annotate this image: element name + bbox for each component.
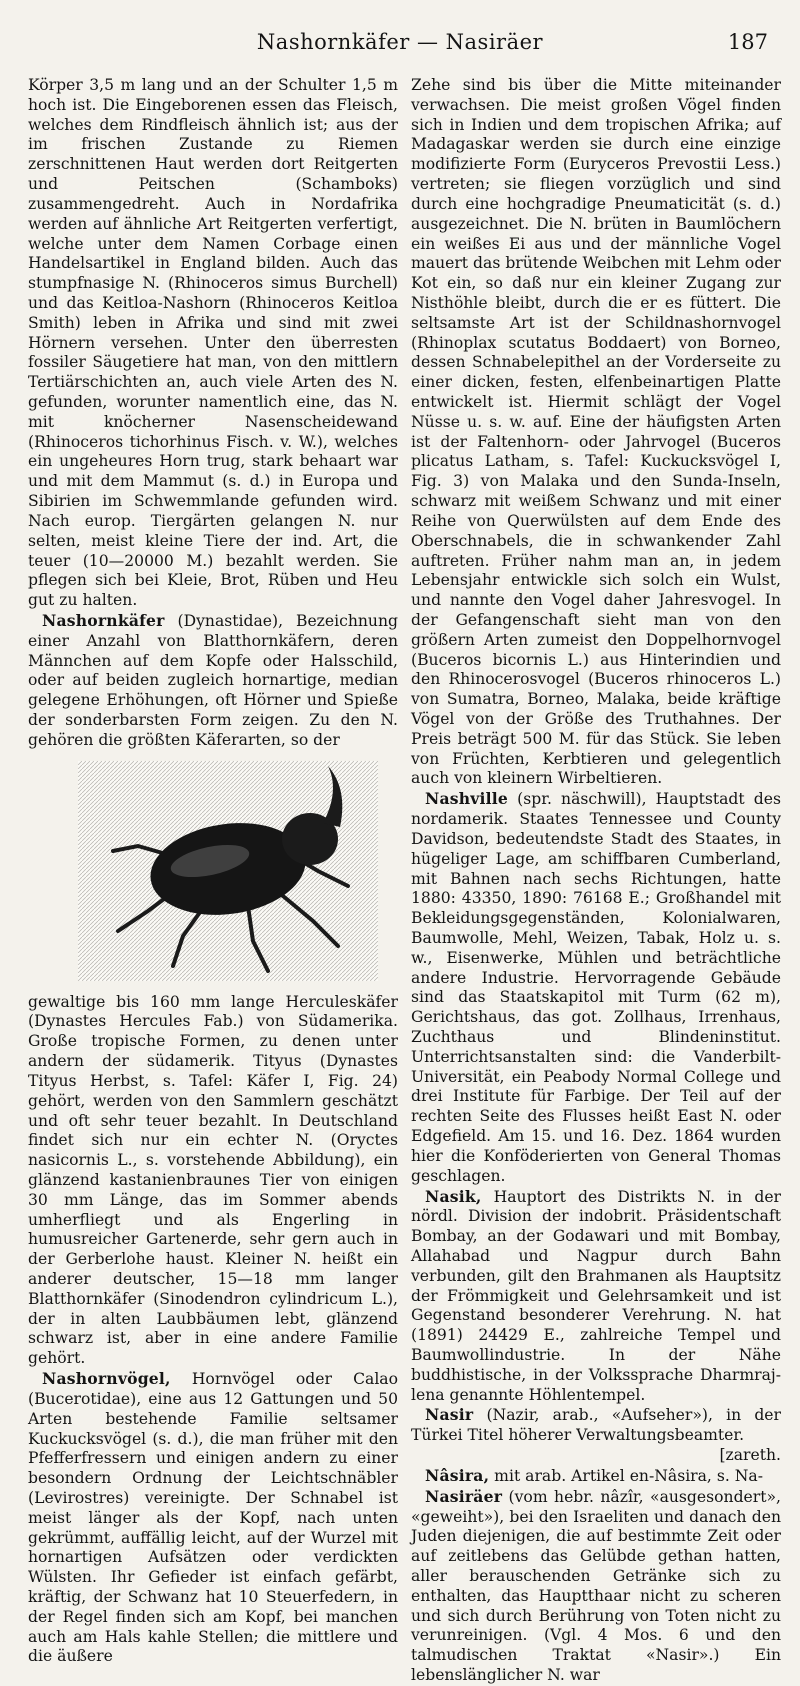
- running-title: Nashornkäfer — Nasiräer: [256, 30, 544, 54]
- entry-text: Hornvögel oder Calao (Bucerotidae), eine aus 12 Gattungen und 50 Arten bestehende Familie seltsamer Kuckucksvögel (s. d.), die man früher mit den Pfefferfressern und einigen andern zu einer besondern Ordnung der Leichtschnäbler (Levirostres) vereinigte. Der Schnabel ist meist länger als der Kopf, nach unten gekrümmt, auffällig leicht, auf der Wurzel mit hornartigen Aufsätzen oder verdickten Wülsten. Ihr Gefieder ist einfach gefärbt, kräftig, der Schwanz hat 10 Steuerfedern, in der Regel finden sich am Kopf, bei manchen auch am Hals kahle Stellen; die mittlere und die äußere: [28, 1370, 398, 1666]
- right-column: [411, 76, 781, 1686]
- headword: Nasiräer: [425, 1486, 503, 1506]
- headword: Nashornkäfer: [42, 610, 165, 630]
- headword: Nashville: [425, 789, 509, 809]
- entry-text: (Dynastidae), Bezeichnung einer Anzahl von Blatthornkäfern, deren Männchen auf dem Kopfe oder Halsschild, oder auf beiden zugleich hornartige, median gelegene Erhöhungen, oft Hörner und Spieße der sonderbarsten Form zeigen. Zu den N. gehören die größten Käferarten, so der: [28, 611, 398, 749]
- entry-nasiraeer: [411, 1487, 781, 1686]
- entry-nasik: [411, 1187, 781, 1406]
- headword: Nasik,: [425, 1186, 482, 1206]
- entry-text: (Nazir, arab., «Aufseher»), in der Türkei Titel höherer Verwaltungsbeamter.: [411, 1406, 781, 1445]
- nashorn-continuation: Körper 3,5 m lang und an der Schulter 1,5 m hoch ist. Die Eingeborenen essen das Fleisch, welches dem Rindfleisch ähnlich ist; aus der im frischen Zustande zu Riemen zerschnittenen Haut werden dort Reitgerten und Peitschen (Schamboks) zusammengedreht. Auch in Nordafrika werden auf ähnliche Art Reitgerten verfertigt, welche unter dem Namen Corbage einen Handelsartikel in England bilden. Auch das stumpfnasige N. (Rhinoceros simus Burchell) und das Keitloa-Nashorn (Rhinoceros Keitloa Smith) leben in Afrika und sind mit zwei Hörnern versehen. Unter den überresten fossiler Säugetiere hat man, von den mittlern Tertiärschichten an, auch viele Arten des N. gefunden, worunter namentlich eine, das N. mit knöcherner Nasenscheidewand (Rhinoceros tichorhinus Fisch. v. W.), welches ein ungeheures Horn trug, stark behaart war und mit dem Mammut (s. d.) in Europa und Sibirien im Schwemmlande gefunden wird. Nach europ. Tiergärten gelangen N. nur selten, meist kleine Tiere der ind. Art, die teuer (10—20000 M.) bezahlt werden. Sie pflegen sich bei Kleie, Brot, Rüben und Heu gut zu halten.: [28, 76, 398, 610]
- entry-text: (spr. näschwill), Hauptstadt des nordamerik. Staates Tennessee und County Davidson, bedeutendste Stadt des Staates, in hügeliger Lage, am schiffbaren Cumberland, mit Bahnen nach sechs Richtungen, hatte 1880: 43350, 1890: 76168 E.; Großhandel mit Bekleidungsgegenständen, Kolonialwaren, Baumwolle, Mehl, Weizen, Tabak, Holz u. s. w., Eisenwerke, Mühlen und beträchtliche andere Industrie. Hervorragende Gebäude sind das Staatskapitol mit Turm (62 m), Gerichtshaus, das got. Zollhaus, Irrenhaus, Zuchthaus und Blindeninstitut. Unterrichtsanstalten sind: die Vanderbilt-Universität, ein Peabody Normal College und drei Institute für Farbige. Der Teil auf der rechten Seite des Flusses heißt East N. oder Edgefield. Am 15. und 16. Dez. 1864 wurden hier die Konföderierten von General Thomas geschlagen.: [411, 790, 781, 1185]
- entry-nashornkaefer: [28, 611, 398, 751]
- headword: Nashornvögel,: [42, 1369, 171, 1389]
- entry-nashornvoegel: [28, 1369, 398, 1667]
- entry-nasir: [411, 1405, 781, 1446]
- page-header: [20, 30, 780, 60]
- nashornvoegel-continuation: Zehe sind bis über die Mitte miteinander verwachsen. Die meist großen Vögel finden sich in Indien und dem tropischen Afrika; auf Madagaskar werden sie durch eine einzige modifizierte Form (Euryceros Prevostii Less.) vertreten; sie fliegen vorzüglich und sind durch eine hochgradige Pneumaticität (s. d.) ausgezeichnet. Die N. brüten in Baumlöchern ein weißes Ei aus und der männliche Vogel mauert das brütende Weibchen mit Lehm oder Kot ein, so daß nur ein kleiner Zugang zur Nisthöhle bleibt, durch die er es füttert. Die seltsamste Art ist der Schildnashornvogel (Rhinoplax scutatus Boddaert) von Borneo, dessen Schnabelepithel an der Vorderseite zu einer dicken, festen, elfenbeinartigen Platte entwickelt ist. Hiermit schlägt der Vogel Nüsse u. s. w. auf. Eine der häufigsten Arten ist der Faltenhorn- oder Jahrvogel (Buceros plicatus Latham, s. Tafel: Kuckucksvögel I, Fig. 3) von Malaka und den Sunda-Inseln, schwarz mit weißem Schwanz und mit einer Reihe von Querwülsten auf dem Ende des Oberschnabels, die in schwankender Zahl auftreten. Früher nahm man an, in jedem Lebensjahr entwickle sich solch ein Wulst, und nannte den Vogel daher Jahresvogel. In der Gefangenschaft sieht man von den größern Arten zumeist den Doppelhornvogel (Buceros bicornis L.) aus Hinterindien und den Rhinocerosvogel (Buceros rhinoceros L.) von Sumatra, Borneo, Malaka, beide kräftige Vögel von der Größe des Truthahnes. Der Preis beträgt 500 M. für das Stück. Sie leben von Früchten, Kerbtieren und gelegentlich auch von kleinern Wirbeltieren.: [411, 76, 781, 788]
- entry-nashville: [411, 789, 781, 1186]
- beetle-drawing: [78, 761, 378, 981]
- herculeskaefer-text: gewaltige bis 160 mm lange Herculeskäfer (Dynastes Hercules Fab.) von Südamerika. Große tropische Formen, zu denen unter andern der südamerik. Tityus (Dynastes Tityus Herbst, s. Tafel: Käfer I, Fig. 24) gehört, werden von den Sammlern geschätzt und oft sehr teuer bezahlt. In Deutschland findet sich nur ein echter N. (Oryctes nasicornis L., s. vorstehende Abbildung), ein glänzend kastanienbraunes Tier von einigen 30 mm Länge, das im Sommer abends umherfliegt und als Engerling in humusreicher Gartenerde, sehr gern auch in der Gerberlohe haust. Kleiner N. heißt ein anderer deutscher, 15—18 mm langer Blatthornkäfer (Sinodendron cylindricum L.), der in alten Laubbäumen lebt, glänzend schwarz ist, aber in eine andere Familie gehört.: [28, 992, 398, 1368]
- line-end-fragment: [zareth.: [719, 1446, 781, 1465]
- entry-text: (vom hebr. nâzîr, «ausgesondert», «geweiht»), bei den Israeliten und danach den Juden diejenigen, die auf bestimmte Zeit oder auf zeitlebens das Gelübde gethan hatten, aller berauschenden Getränke sich zu enthalten, das Hauptthaar nicht zu scheren und sich durch Berührung von Toten nicht zu verunreinigen. (Vgl. 4 Mos. 6 und den talmudischen Traktat «Nasir».) Ein lebenslänglicher N. war: [411, 1487, 781, 1684]
- page-number: 187: [727, 30, 768, 54]
- rhinoceros-beetle-illustration: [78, 761, 378, 981]
- headword: Nasir: [425, 1405, 474, 1425]
- entry-nasira: [411, 1466, 781, 1487]
- entry-text: Hauptort des Distrikts N. in der nördl. Division der indobrit. Präsidentschaft Bombay, an der Godawari und mit Bombay, Allahabad und Nagpur durch Bahn verbunden, gilt den Brahmanen als Hauptsitz der Frömmigkeit und Gelehrsamkeit und ist Gegenstand besonderer Verehrung. N. hat (1891) 24429 E., zahlreiche Tempel und Baumwollindustrie. In der Nähe buddhistische, in der Volkssprache Dharmraj-lena genannte Höhlentempel.: [411, 1187, 781, 1404]
- left-column: [28, 76, 398, 1667]
- entry-text: mit arab. Artikel en-Nâsira, s. Na-: [489, 1466, 763, 1485]
- headword: Nâsira,: [425, 1465, 490, 1485]
